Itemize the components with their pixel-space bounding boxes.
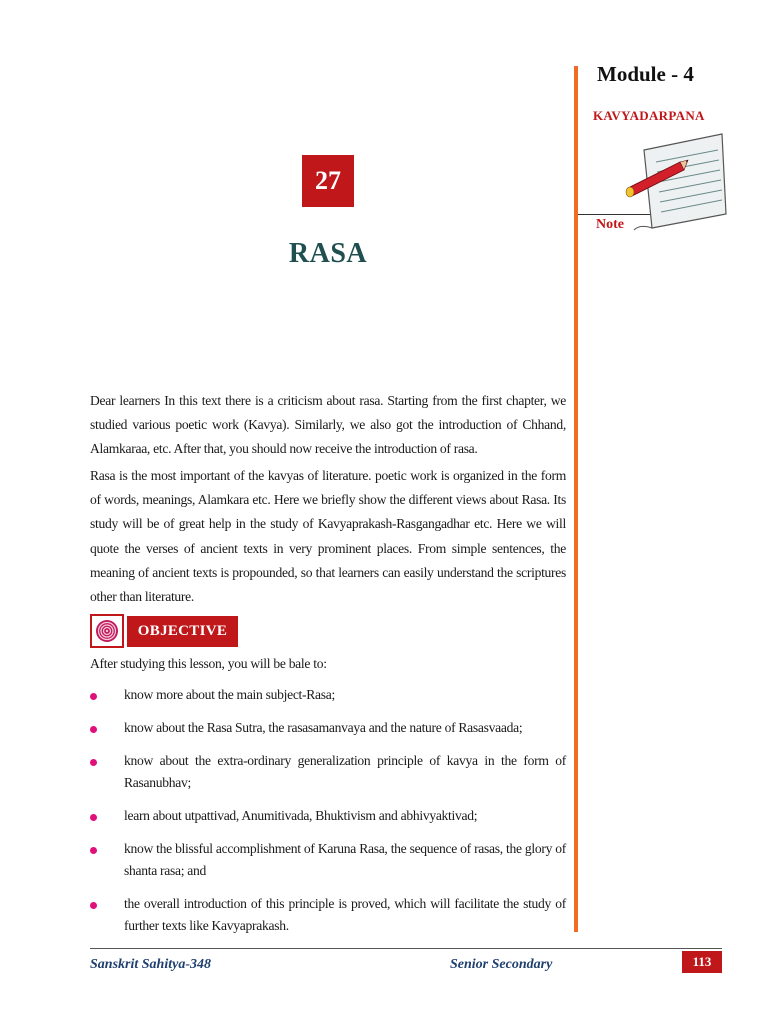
module-label: Module - 4 bbox=[597, 62, 694, 86]
chapter-number: 27 bbox=[302, 155, 354, 207]
bullet-icon bbox=[90, 902, 97, 909]
footer-level: Senior Secondary bbox=[450, 957, 553, 972]
section-label: KAVYADARPANA bbox=[593, 108, 705, 123]
list-item: know about the Rasa Sutra, the rasasamanvaya and the nature of Rasasvaada; bbox=[90, 717, 566, 739]
rasa-paragraph: Rasa is the most important of the kavyas of literature. poetic work is organized in the form of words, meanings, Alamkara etc. Here we briefly show the different views about Rasa. Its study will be of great help in the study of Kavyaprakash-Rasgangadhar etc. Here we will quote the verses of ancient texts in very prominent places. From simple sentences, the meaning of ancient texts is propounded, so that learners can easily understand the scriptures other than literature. bbox=[90, 468, 566, 605]
footer-rule bbox=[90, 948, 722, 949]
bullet-icon bbox=[90, 726, 97, 733]
list-item: know the blissful accomplishment of Karuna Rasa, the sequence of rasas, the glory of shanta rasa; and bbox=[90, 838, 566, 882]
footer-course: Sanskrit Sahitya-348 bbox=[90, 957, 211, 972]
note-underline bbox=[578, 214, 650, 215]
intro-paragraph: Dear learners In this text there is a criticism about rasa. Starting from the first chapter, we studied various poetic work (Kavya). Similarly, we also got the introduction of Chhand, Alamkaraa, etc. After that, you should now receive the introduction of rasa. bbox=[90, 393, 566, 457]
list-item: know more about the main subject-Rasa; bbox=[90, 684, 566, 706]
target-icon bbox=[90, 614, 124, 648]
objective-heading: OBJECTIVE bbox=[127, 616, 238, 647]
bullet-icon bbox=[90, 814, 97, 821]
margin-rule bbox=[574, 66, 578, 932]
bullet-icon bbox=[90, 693, 97, 700]
list-item: the overall introduction of this principle is proved, which will facilitate the study of further texts like Kavyaprakash. bbox=[90, 893, 566, 937]
note-label: Note bbox=[596, 217, 624, 232]
chapter-title: RASA bbox=[288, 238, 368, 269]
notepad-pencil-icon bbox=[622, 132, 728, 232]
objective-list bbox=[90, 684, 566, 948]
page-number: 113 bbox=[682, 951, 722, 973]
objective-intro: After studying this lesson, you will be bale to: bbox=[90, 656, 327, 671]
list-item: learn about utpattivad, Anumitivada, Bhuktivism and abhivyaktivad; bbox=[90, 805, 566, 827]
bullet-icon bbox=[90, 759, 97, 766]
bullet-icon bbox=[90, 847, 97, 854]
list-item: know about the extra-ordinary generalization principle of kavya in the form of Rasanubhav; bbox=[90, 750, 566, 794]
